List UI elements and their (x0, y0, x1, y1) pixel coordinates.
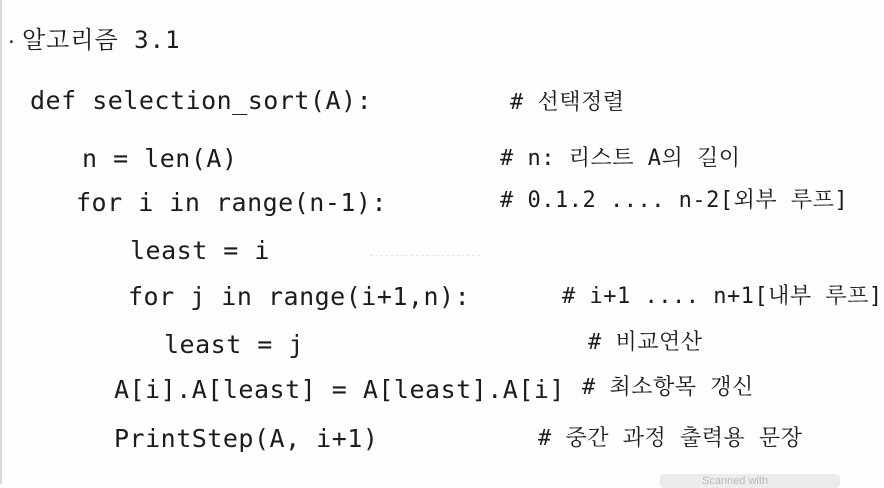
code-line-n: n = len(A) (82, 144, 238, 173)
code-line-swap: A[i].A[least] = A[least].A[i] (114, 375, 565, 404)
code-line-outer-loop: for i in range(n-1): (76, 188, 388, 217)
code-line-printstep: PrintStep(A, i+1) (114, 424, 379, 453)
code-line-inner-loop: for j in range(i+1,n): (128, 282, 471, 311)
code-line-def: def selection_sort(A): (30, 86, 373, 115)
title-bullet: · (6, 32, 17, 53)
comment-print-step: # 중간 과정 출력용 문장 (538, 426, 803, 451)
comment-outer-loop: # 0.1.2 .... n-2[외부 루프] (500, 188, 849, 213)
comment-inner-loop: # i+1 .... n+1[내부 루프] (562, 284, 883, 309)
comment-list-length: # n: 리스트 A의 길이 (500, 146, 741, 171)
comment-selection-sort: # 선택정렬 (510, 90, 625, 115)
page-left-edge (0, 0, 2, 484)
comment-min-update: # 최소항목 갱신 (582, 375, 754, 400)
page-title: 알고리즘 3.1 (22, 26, 181, 54)
code-line-least-j: least = j (164, 330, 304, 359)
code-line-least-i: least = i (130, 236, 270, 265)
scanner-watermark: Scanned with (660, 474, 840, 488)
faint-mark (370, 255, 480, 256)
comment-compare: # 비교연산 (588, 330, 703, 355)
